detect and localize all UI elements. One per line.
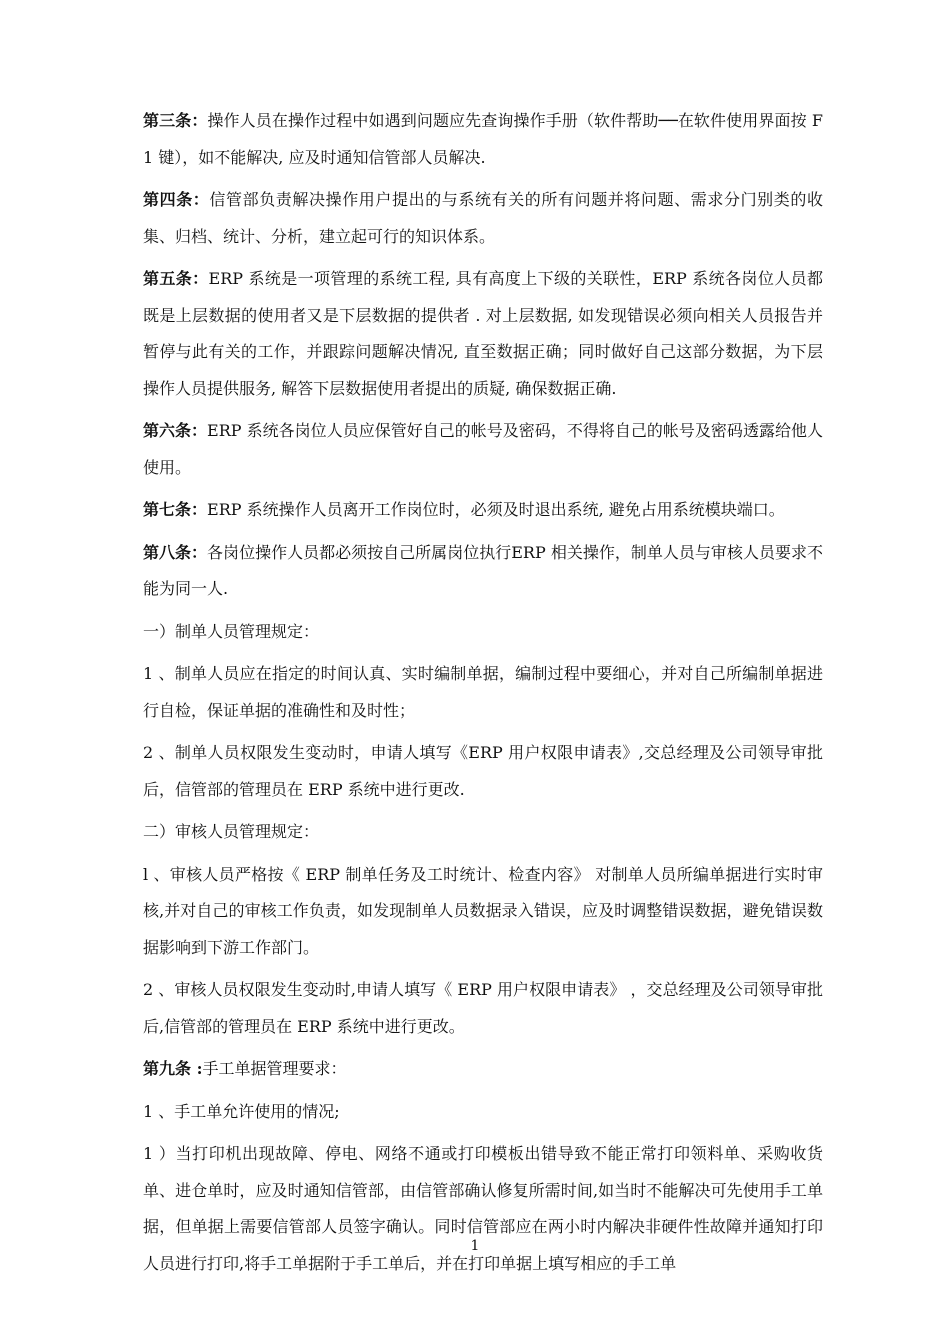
article-label: 第三条： xyxy=(143,111,208,130)
article-text: 操作人员在操作过程中如遇到问题应先查询操作手册（软件帮助──在软件使用界面按 F1 键），如不能解决, 应及时通知信管部人员解决. xyxy=(143,111,823,167)
paragraph-text: 2 、审核人员权限发生变动时,申请人填写《 ERP 用户权限申请表》 ，交总经理及公司领导审批后,信管部的管理员在 ERP 系统中进行更改。 xyxy=(143,980,823,1036)
article-3 xyxy=(143,103,823,176)
article-8 xyxy=(143,535,823,608)
paragraph-text: 1 、制单人员应在指定的时间认真、实时编制单据，编制过程中要细心，并对自己所编制单据进行自检，保证单据的准确性和及时性； xyxy=(143,664,823,720)
article-9 xyxy=(143,1051,823,1088)
paragraph-text: 二）审核人员管理规定： xyxy=(143,822,320,841)
section-heading-reviewer xyxy=(143,814,823,851)
list-item xyxy=(143,972,823,1045)
paragraph-text: 2 、制单人员权限发生变动时，申请人填写《ERP 用户权限申请表》,交总经理及公司领导审批后，信管部的管理员在 ERP 系统中进行更改. xyxy=(143,743,823,799)
list-item xyxy=(143,1136,823,1282)
article-label: 第四条： xyxy=(143,190,210,209)
paragraph-text: 1 ）当打印机出现故障、停电、网络不通或打印模板出错导致不能正常打印领料单、采购收货单、进仓单时，应及时通知信管部，由信管部确认修复所需时间,如当时不能解决可先使用手工单据，但单据上需要信管部人员签字确认。同时信管部应在两小时内解决非硬件性故障并通知打印人员进行打印,将手工单据附于手工单后，并在打印单据上填写相应的手工单 xyxy=(143,1144,823,1273)
article-label: 第五条： xyxy=(143,269,209,288)
document-body xyxy=(143,103,823,1288)
article-text: ERP 系统操作人员离开工作岗位时，必须及时退出系统, 避免占用系统模块端口。 xyxy=(207,500,785,519)
paragraph-text: 1 、手工单允许使用的情况; xyxy=(143,1101,340,1121)
article-label: 第九条 : xyxy=(143,1059,203,1078)
article-6 xyxy=(143,413,823,486)
article-text: ERP 系统是一项管理的系统工程, 具有高度上下级的关联性，ERP 系统各岗位人员都既是上层数据的使用者又是下层数据的提供者 . 对上层数据, 如发现错误必须向相关人员报告并暂停与此有关的工作，并跟踪问题解决情况, 直至数据正确；同时做好自己这部分数据，为下层操作人员提供服务, 解答下层数据使用者提出的质疑, 确保数据正确. xyxy=(143,269,823,398)
section-heading-preparer xyxy=(143,614,823,651)
list-item xyxy=(143,735,823,808)
paragraph-text: 一）制单人员管理规定： xyxy=(143,621,320,641)
article-5 xyxy=(143,261,823,407)
article-label: 第七条： xyxy=(143,500,208,519)
page-number: 1 xyxy=(470,1238,480,1254)
article-text: 各岗位操作人员都必须按自己所属岗位执行ERP 相关操作，制单人员与审核人员要求不能为同一人. xyxy=(143,542,823,598)
article-text: 信管部负责解决操作用户提出的与系统有关的所有问题并将问题、需求分门别类的收集、归档、统计、分析，建立起可行的知识体系。 xyxy=(143,190,823,246)
list-item xyxy=(143,1094,823,1131)
article-label: 第八条： xyxy=(143,542,208,562)
article-text: ERP 系统各岗位人员应保管好自己的帐号及密码，不得将自己的帐号及密码透露给他人使用。 xyxy=(143,421,823,477)
list-item xyxy=(143,857,823,967)
article-7 xyxy=(143,492,823,529)
paragraph-text: l 、审核人员严格按《 ERP 制单任务及工时统计、检查内容》 对制单人员所编单据进行实时审核,并对自己的审核工作负责，如发现制单人员数据录入错误，应及时调整错误数据，避免错误数据影响到下游工作部门。 xyxy=(143,864,823,957)
list-item xyxy=(143,656,823,729)
article-label: 第六条： xyxy=(143,421,208,440)
article-4 xyxy=(143,182,823,255)
article-text: 手工单据管理要求： xyxy=(202,1059,347,1078)
